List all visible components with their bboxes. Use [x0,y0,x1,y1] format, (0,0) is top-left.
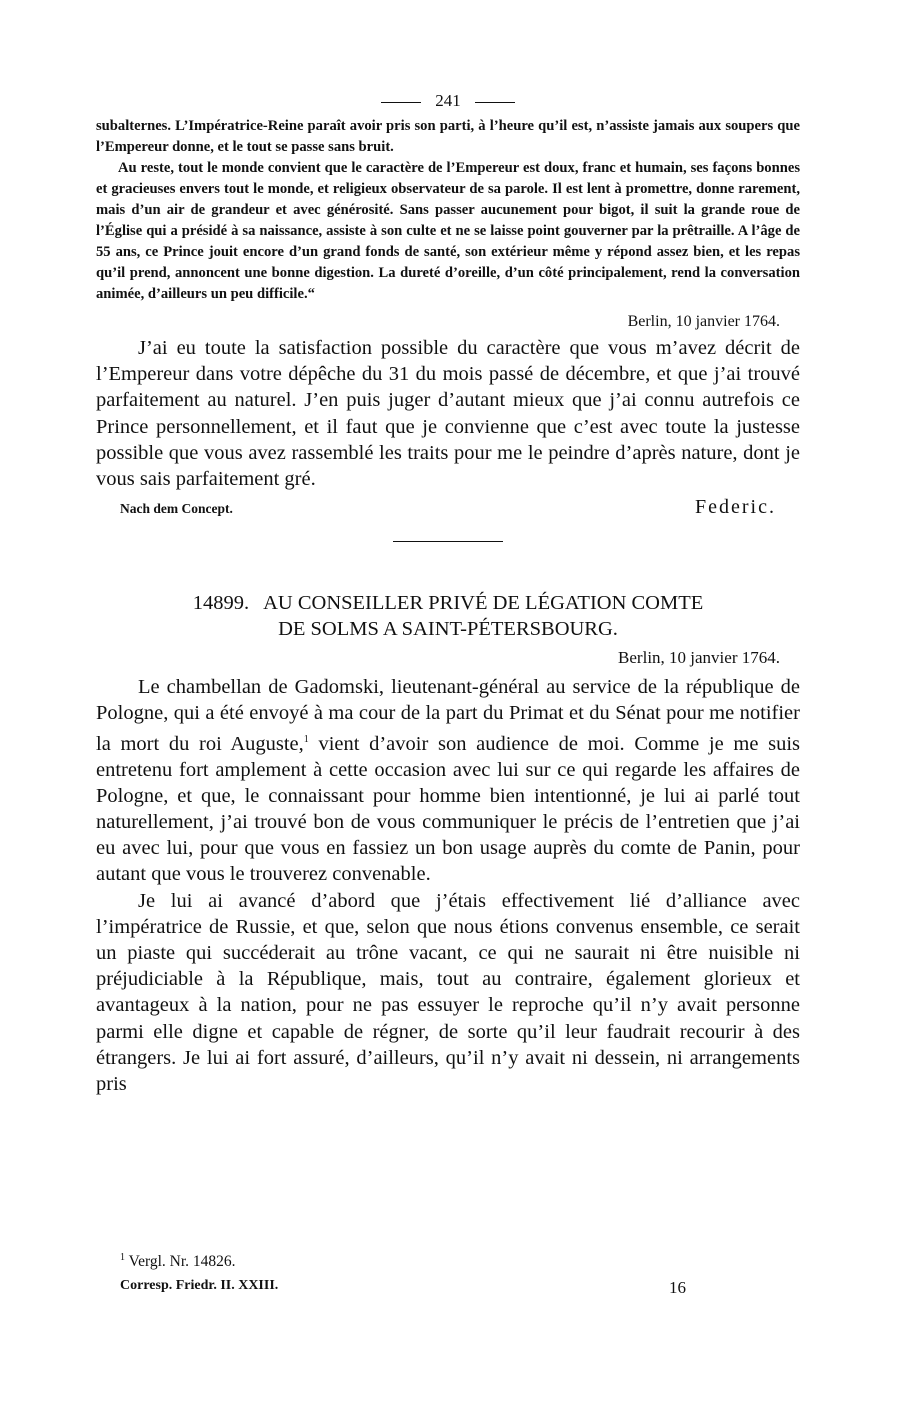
heading-line-1 [96,590,800,616]
reply-dateline: Berlin, 10 janvier 1764. [627,313,780,330]
footnote-reference: 1 [303,733,309,745]
section-separator [393,541,503,542]
page-content [96,86,800,1097]
heading-line-2: DE SOLMS A SAINT-PÉTERSBOURG. [278,618,618,641]
reply-paragraph: J’ai eu toute la satisfaction possible du caractère que vous m’avez décrit de l’Empereur dans votre dépêche du 31 du mois passé de décembre, et que j’ai trouvé parfaitement au naturel. J’en puis juger d’autant mieux que j’ai connu autrefois ce Prince personnellement, et il faut que je convienne que c’est avec toute la justesse possible que vous avez rassemblé les traits pour me le peindre d’après nature, dont je vous sais parfaitement gré. [96,337,800,491]
reply-body [96,335,800,492]
letter-number: 14899. [192,592,250,615]
head-rule-left [381,102,421,103]
signature: Federic. [695,496,776,519]
page-number: 241 [435,91,461,110]
paragraph-1-end: vient d’avoir son audience de moi. Comme je me suis entretenu fort amplement à cette occasion avec lui sur ce qui regarde les affaires de Pologne, et que, le connaissant pour homme bien intentionné, je lui ai parlé tout naturellement, j’ai trouvé bon de vous communiquer le précis de l’entretien que j’ai eu avec lui, pour que vous en fassiez un bon usage auprès du comte de Panin, pour autant que vous le trouverez convenable. [96,732,800,886]
footnote [120,1252,236,1271]
body-paragraph-2: Je lui ai avancé d’abord que j’étais effectivement lié d’alliance avec l’impératrice de Russie, et que, selon que nous étions convenus ensemble, ce serait un piaste qui succéderait au trône vacant, ce qui ne saurait ni être nuisible ni préjudiciable à la République, mais, tout au contraire, également glorieux et avantageux à la nation, pour ne pas essuyer le reproche qu’il n’y avait personne parmi elle digne et capable de régner, de sorte qu’il leur faudrait recourir à des étrangers. Je lui ai fort assuré, d’ailleurs, qu’il n’y avait ni dessein, ni arrangements pris [96,889,800,1096]
paragraph-1-start: Le chambellan de Gadomski, lieutenant-général au service de la république de Pologne, qui a été envoyé à ma cour de la part du Primat et du Sénat pour me notifier la mort du roi Auguste, [96,676,800,755]
letter-dateline: Berlin, 10 janvier 1764. [618,648,780,668]
footnote-marker: 1 [120,1252,125,1263]
body-paragraph-1 [96,674,800,887]
head-rule-right [475,102,515,103]
previous-letter-conclusion [96,116,800,305]
footnote-text: Vergl. Nr. 14826. [125,1253,236,1271]
printer-signature-mark: 16 [669,1278,686,1297]
volume-reference: Corresp. Friedr. II. XXIII. [120,1278,279,1293]
quoted-paragraph: Au reste, tout le monde convient que le caractère de l’Empereur est doux, franc et humain, ses façons bonnes et gracieuses envers tout le monde, et religieux observateur de sa parole. Il est lent à promettre, donne rarement, mais d’un air de grandeur et avec générosité. Sans passer aucunement pour bigot, il suit la grande roue de l’Église qui a présidé à sa naissance, assiste à son culte et ne se laisse point gouverner par la prêtraille. A l’âge de 55 ans, ce Prince jouit encore d’un grand fonds de santé, son extérieur même y répond assez bien, et les repas qu’il prend, annoncent une bonne digestion. La dureté d’oreille, d’un côté principalement, rend la conversation animée, d’ailleurs un peu difficile.“ [96,160,800,302]
continued-paragraph: subalternes. L’Impératrice-Reine paraît avoir pris son parti, à l’heure qu’il est, n’assiste jamais aux soupers que l’Empereur donne, et le tout se passe sans bruit. [96,118,800,155]
running-head [96,86,800,116]
letter-body [96,674,800,1097]
reply-closing [96,496,800,519]
source-note: Nach dem Concept. [120,501,233,517]
letter-heading [96,590,800,642]
heading-title-1: AU CONSEILLER PRIVÉ DE LÉGATION COMTE [263,592,704,615]
page-footer [120,1278,686,1298]
